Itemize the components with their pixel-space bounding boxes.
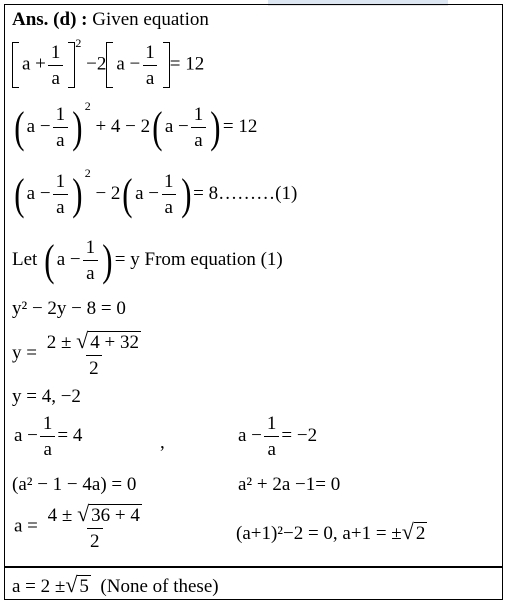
case-1: a − $\frac{1}{a}$ = 4 xyxy=(14,413,83,460)
y-formula: y = $\frac{2 \pm √ 4 + 32}{2}$ xyxy=(12,328,139,379)
header-text: Given equation xyxy=(92,9,209,30)
final-answer: a = 2 ±√ 5 (None of these) xyxy=(12,572,219,597)
comma: , xyxy=(160,432,165,453)
quadratic-equation: y² − 2y − 8 = 0 xyxy=(12,298,126,319)
case-2: a − $\frac{1}{a}$ = −2 xyxy=(238,413,318,460)
answer-label: Ans. (d) : xyxy=(12,9,88,30)
step-3: ( a − $\frac{1}{a}$ ) $^2$ − 2( a − $\frac{1}{a}$ ) = 8………(1) xyxy=(14,166,298,219)
equation-e3: (a+1)²−2 = 0, a+1 = ±√ 2 xyxy=(236,519,426,544)
substitution-line: Let ( a − $\frac{1}{a}$ ) = y From equation (1) xyxy=(12,235,283,285)
step-1: a + $\frac{1}{a}$ $^2$ −2 a − $\frac{1}{a}$ = 12 xyxy=(12,42,204,88)
a-formula: a = $\frac{4 \pm √ 36 + 4}{2}$ xyxy=(14,501,140,552)
step-2: ( a − $\frac{1}{a}$ ) $^2$ + 4 − 2( a − $\frac{1}{a}$ ) = 12 xyxy=(14,99,258,152)
header xyxy=(12,9,209,31)
y-roots: y = 4, −2 xyxy=(12,386,81,407)
equation-e2: a² + 2a −1= 0 xyxy=(238,474,341,495)
equation-e1: (a² − 1 − 4a) = 0 xyxy=(12,474,137,495)
left-bracket xyxy=(12,42,19,88)
fraction: $\frac{1}{a}$ xyxy=(48,43,64,88)
